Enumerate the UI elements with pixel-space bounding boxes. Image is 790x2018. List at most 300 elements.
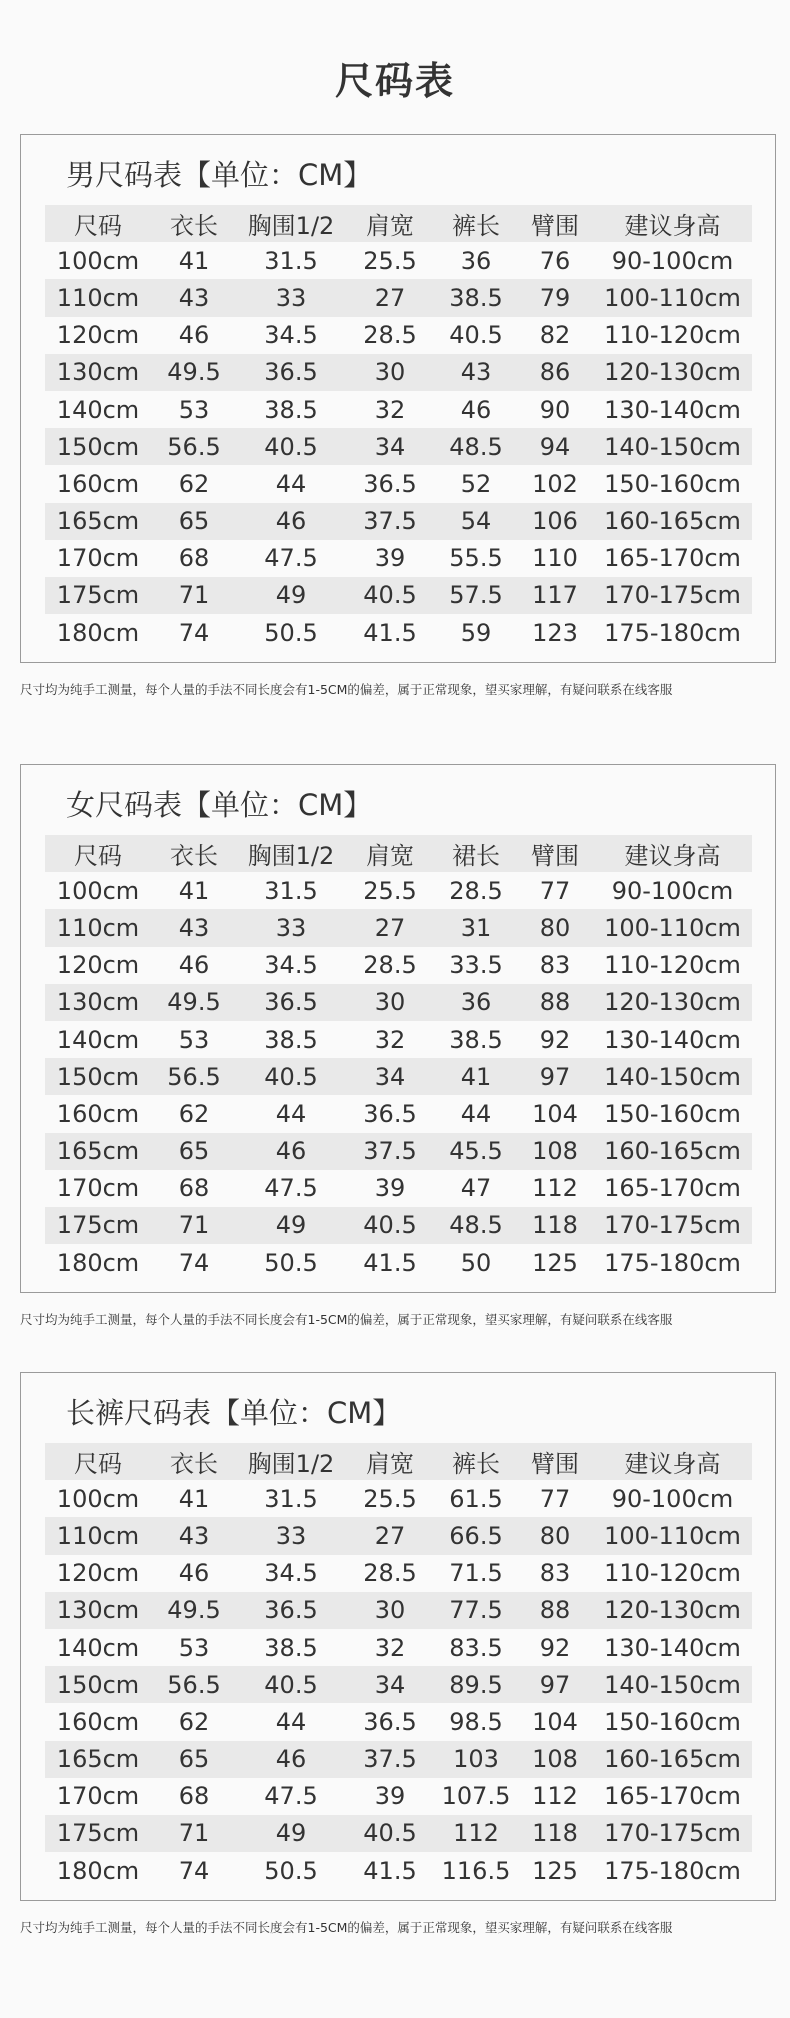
table-cell: 97	[517, 1666, 593, 1703]
table-cell: 28.5	[363, 321, 417, 350]
table-row	[45, 1666, 752, 1703]
column-header: 裤长	[435, 1443, 517, 1480]
table-row	[45, 947, 752, 984]
table-cell: 37.5	[345, 1741, 435, 1778]
table-cell: 125	[532, 1856, 578, 1885]
table-cell: 71	[151, 1815, 237, 1852]
table-cell: 34	[345, 1058, 435, 1095]
womens-size-table	[45, 835, 752, 1281]
table-cell: 50.5	[264, 1248, 318, 1277]
table-cell: 50.5	[264, 1856, 318, 1885]
table-cell: 32	[374, 1025, 406, 1054]
table-row	[45, 503, 752, 540]
table-cell: 170-175cm	[593, 1207, 752, 1244]
column-header: 臂围	[517, 205, 593, 242]
table-cell: 38.5	[264, 1633, 318, 1662]
table-cell: 36.5	[237, 354, 345, 391]
table-cell: 39	[374, 1174, 406, 1203]
table-cell: 27	[345, 909, 435, 946]
table-cell: 140-150cm	[593, 428, 752, 465]
table-cell: 100cm	[56, 1484, 140, 1513]
column-header: 肩宽	[345, 1443, 435, 1480]
table-cell: 140cm	[56, 1025, 140, 1054]
table-cell: 175cm	[45, 577, 151, 614]
table-cell: 140-150cm	[593, 1058, 752, 1095]
table-cell: 170cm	[56, 1782, 140, 1811]
table-cell: 170cm	[56, 544, 140, 573]
table-cell: 37.5	[345, 503, 435, 540]
table-cell: 61.5	[449, 1484, 503, 1513]
table-row	[45, 577, 752, 614]
table-cell: 130-140cm	[604, 1633, 741, 1662]
column-header: 尺码	[45, 835, 151, 872]
table-row	[45, 1207, 752, 1244]
table-cell: 180cm	[56, 1248, 140, 1277]
table-cell: 80	[517, 1517, 593, 1554]
column-header: 臂围	[517, 835, 593, 872]
table-cell: 125	[532, 1248, 578, 1277]
table-row	[45, 317, 752, 354]
table-cell: 32	[374, 1633, 406, 1662]
table-cell: 43	[151, 909, 237, 946]
table-row	[45, 909, 752, 946]
table-cell: 41	[178, 876, 210, 905]
table-cell: 46	[178, 321, 210, 350]
table-cell: 27	[345, 1517, 435, 1554]
table-cell: 62	[178, 1099, 210, 1128]
table-cell: 44	[275, 1707, 307, 1736]
table-cell: 165-170cm	[604, 1174, 741, 1203]
column-header: 衣长	[151, 835, 237, 872]
table-cell: 47.5	[264, 1174, 318, 1203]
table-cell: 34.5	[264, 321, 318, 350]
table-cell: 116.5	[441, 1856, 511, 1885]
table-row	[45, 1703, 752, 1740]
table-cell: 110cm	[45, 1517, 151, 1554]
table-cell: 36	[435, 984, 517, 1021]
table-row	[45, 242, 752, 279]
table-cell: 46	[237, 503, 345, 540]
table-cell: 100cm	[56, 246, 140, 275]
table-cell: 80	[517, 909, 593, 946]
table-cell: 53	[178, 395, 210, 424]
table-cell: 40.5	[237, 1058, 345, 1095]
pants-measurement-note: 尺寸均为纯手工测量，每个人量的手法不同长度会有1-5CM的偏差，属于正常现象，望买家理解，有疑问联系在线客服	[20, 1920, 673, 1935]
table-row	[45, 465, 752, 502]
table-cell: 44	[275, 1099, 307, 1128]
table-cell: 77.5	[435, 1592, 517, 1629]
table-cell: 36	[460, 246, 492, 275]
table-cell: 68	[178, 1782, 210, 1811]
table-cell: 120cm	[56, 321, 140, 350]
table-cell: 38.5	[264, 395, 318, 424]
womens-size-table-title: 女尺码表【单位：CM】	[66, 788, 373, 822]
table-cell: 110	[532, 544, 578, 573]
table-cell: 25.5	[363, 246, 417, 275]
table-cell: 117	[517, 577, 593, 614]
table-cell: 175-180cm	[604, 1856, 741, 1885]
table-cell: 25.5	[363, 1484, 417, 1513]
table-cell: 33.5	[449, 951, 503, 980]
table-cell: 175-180cm	[604, 1248, 741, 1277]
table-cell: 28.5	[449, 876, 503, 905]
table-cell: 40.5	[345, 577, 435, 614]
table-row	[45, 1133, 752, 1170]
table-row	[45, 354, 752, 391]
table-header-row	[45, 205, 752, 242]
table-cell: 50.5	[264, 618, 318, 647]
table-cell: 49	[237, 1815, 345, 1852]
table-cell: 165-170cm	[604, 1782, 741, 1811]
table-cell: 130cm	[45, 984, 151, 1021]
table-row	[45, 1244, 752, 1281]
table-cell: 34	[345, 1666, 435, 1703]
table-cell: 170-175cm	[593, 577, 752, 614]
table-cell: 50	[460, 1248, 492, 1277]
column-header: 建议身高	[593, 1443, 752, 1480]
table-cell: 140cm	[56, 395, 140, 424]
table-cell: 25.5	[363, 876, 417, 905]
table-cell: 130-140cm	[604, 395, 741, 424]
womens-measurement-note: 尺寸均为纯手工测量，每个人量的手法不同长度会有1-5CM的偏差，属于正常现象，望买家理解，有疑问联系在线客服	[20, 1312, 673, 1327]
table-cell: 175-180cm	[604, 618, 741, 647]
table-cell: 43	[435, 354, 517, 391]
table-cell: 120-130cm	[593, 354, 752, 391]
table-cell: 118	[517, 1815, 593, 1852]
table-cell: 47	[460, 1174, 492, 1203]
table-cell: 57.5	[435, 577, 517, 614]
table-cell: 175cm	[45, 1207, 151, 1244]
table-cell: 37.5	[345, 1133, 435, 1170]
table-cell: 45.5	[435, 1133, 517, 1170]
table-cell: 48.5	[435, 1207, 517, 1244]
table-cell: 56.5	[151, 1058, 237, 1095]
table-cell: 123	[532, 618, 578, 647]
column-header: 衣长	[151, 205, 237, 242]
table-cell: 102	[532, 469, 578, 498]
table-cell: 41	[178, 246, 210, 275]
table-cell: 53	[178, 1633, 210, 1662]
table-cell: 38.5	[449, 1025, 503, 1054]
table-cell: 65	[151, 1133, 237, 1170]
table-cell: 46	[237, 1133, 345, 1170]
column-header: 建议身高	[593, 835, 752, 872]
table-cell: 46	[460, 395, 492, 424]
table-cell: 41.5	[363, 1856, 417, 1885]
table-cell: 107.5	[441, 1782, 511, 1811]
table-cell: 31.5	[264, 246, 318, 275]
table-row	[45, 279, 752, 316]
table-cell: 34	[345, 428, 435, 465]
table-row	[45, 428, 752, 465]
table-cell: 49.5	[151, 1592, 237, 1629]
table-cell: 36.5	[363, 1099, 417, 1128]
table-cell: 89.5	[435, 1666, 517, 1703]
table-row	[45, 1629, 752, 1666]
table-row	[45, 1480, 752, 1517]
table-cell: 65	[151, 503, 237, 540]
table-cell: 32	[374, 395, 406, 424]
table-cell: 56.5	[151, 1666, 237, 1703]
table-cell: 54	[435, 503, 517, 540]
table-cell: 88	[517, 984, 593, 1021]
table-cell: 112	[435, 1815, 517, 1852]
table-cell: 46	[178, 1559, 210, 1588]
table-cell: 140-150cm	[593, 1666, 752, 1703]
table-cell: 103	[435, 1741, 517, 1778]
table-cell: 110-120cm	[604, 321, 741, 350]
table-cell: 160cm	[56, 1099, 140, 1128]
table-cell: 130cm	[45, 354, 151, 391]
table-cell: 82	[539, 321, 571, 350]
table-cell: 175cm	[45, 1815, 151, 1852]
table-cell: 27	[345, 279, 435, 316]
table-cell: 104	[532, 1099, 578, 1128]
table-cell: 39	[374, 1782, 406, 1811]
table-cell: 92	[539, 1633, 571, 1662]
table-cell: 180cm	[56, 1856, 140, 1885]
table-cell: 150cm	[45, 428, 151, 465]
table-cell: 30	[345, 1592, 435, 1629]
column-header: 胸围1/2	[237, 835, 345, 872]
table-cell: 36.5	[363, 469, 417, 498]
table-cell: 94	[517, 428, 593, 465]
mens-measurement-note: 尺寸均为纯手工测量，每个人量的手法不同长度会有1-5CM的偏差，属于正常现象，望买家理解，有疑问联系在线客服	[20, 682, 673, 697]
table-cell: 65	[151, 1741, 237, 1778]
table-cell: 53	[178, 1025, 210, 1054]
table-header-row	[45, 1443, 752, 1480]
table-row	[45, 1741, 752, 1778]
table-cell: 66.5	[435, 1517, 517, 1554]
table-cell: 39	[374, 544, 406, 573]
table-cell: 100-110cm	[593, 1517, 752, 1554]
table-cell: 160-165cm	[593, 503, 752, 540]
table-cell: 74	[178, 1248, 210, 1277]
table-row	[45, 872, 752, 909]
table-cell: 41.5	[363, 618, 417, 647]
table-cell: 165cm	[45, 1741, 151, 1778]
table-cell: 49.5	[151, 984, 237, 1021]
table-cell: 31.5	[264, 876, 318, 905]
table-cell: 71	[151, 1207, 237, 1244]
column-header: 尺码	[45, 205, 151, 242]
table-cell: 76	[539, 246, 571, 275]
table-cell: 30	[345, 984, 435, 1021]
table-cell: 74	[178, 618, 210, 647]
table-cell: 47.5	[264, 544, 318, 573]
table-cell: 31.5	[264, 1484, 318, 1513]
table-cell: 98.5	[449, 1707, 503, 1736]
table-cell: 43	[151, 1517, 237, 1554]
table-cell: 41	[435, 1058, 517, 1095]
table-cell: 106	[517, 503, 593, 540]
table-cell: 110-120cm	[604, 951, 741, 980]
table-cell: 90-100cm	[611, 246, 734, 275]
table-cell: 83	[539, 951, 571, 980]
table-cell: 110-120cm	[604, 1559, 741, 1588]
table-row	[45, 1517, 752, 1554]
table-row	[45, 1170, 752, 1207]
column-header: 裙长	[435, 835, 517, 872]
pants-size-table	[45, 1443, 752, 1889]
table-cell: 68	[178, 544, 210, 573]
table-cell: 49	[237, 1207, 345, 1244]
table-row	[45, 1021, 752, 1058]
table-cell: 118	[517, 1207, 593, 1244]
mens-size-table	[45, 205, 752, 651]
pants-size-card	[20, 1372, 776, 1901]
table-row	[45, 391, 752, 428]
table-cell: 150-160cm	[604, 469, 741, 498]
table-cell: 165-170cm	[604, 544, 741, 573]
table-cell: 52	[460, 469, 492, 498]
table-cell: 150-160cm	[604, 1707, 741, 1736]
table-row	[45, 1778, 752, 1815]
column-header: 胸围1/2	[237, 205, 345, 242]
table-row	[45, 614, 752, 651]
table-cell: 160cm	[56, 469, 140, 498]
table-cell: 160-165cm	[593, 1133, 752, 1170]
table-cell: 34.5	[264, 1559, 318, 1588]
table-cell: 36.5	[237, 1592, 345, 1629]
table-cell: 33	[237, 909, 345, 946]
table-row	[45, 1095, 752, 1132]
table-cell: 41.5	[363, 1248, 417, 1277]
table-cell: 150cm	[45, 1666, 151, 1703]
table-cell: 150-160cm	[604, 1099, 741, 1128]
table-cell: 30	[345, 354, 435, 391]
mens-size-card	[20, 134, 776, 663]
table-cell: 47.5	[264, 1782, 318, 1811]
table-cell: 74	[178, 1856, 210, 1885]
table-row	[45, 984, 752, 1021]
table-cell: 62	[178, 1707, 210, 1736]
column-header: 肩宽	[345, 835, 435, 872]
table-cell: 77	[539, 876, 571, 905]
table-cell: 120-130cm	[593, 984, 752, 1021]
table-cell: 55.5	[449, 544, 503, 573]
table-cell: 28.5	[363, 1559, 417, 1588]
table-cell: 77	[539, 1484, 571, 1513]
womens-size-card	[20, 764, 776, 1293]
table-cell: 40.5	[345, 1815, 435, 1852]
table-cell: 130cm	[45, 1592, 151, 1629]
table-cell: 62	[178, 469, 210, 498]
table-cell: 44	[275, 469, 307, 498]
table-header-row	[45, 835, 752, 872]
table-cell: 100cm	[56, 876, 140, 905]
table-cell: 100-110cm	[593, 279, 752, 316]
table-row	[45, 540, 752, 577]
table-cell: 46	[178, 951, 210, 980]
table-cell: 120-130cm	[593, 1592, 752, 1629]
table-cell: 68	[178, 1174, 210, 1203]
table-cell: 90-100cm	[611, 876, 734, 905]
table-cell: 33	[237, 279, 345, 316]
column-header: 尺码	[45, 1443, 151, 1480]
table-cell: 43	[151, 279, 237, 316]
table-cell: 40.5	[449, 321, 503, 350]
table-cell: 36.5	[363, 1707, 417, 1736]
table-cell: 90	[539, 395, 571, 424]
table-cell: 40.5	[237, 428, 345, 465]
table-cell: 160cm	[56, 1707, 140, 1736]
table-row	[45, 1592, 752, 1629]
table-cell: 165cm	[45, 1133, 151, 1170]
table-cell: 36.5	[237, 984, 345, 1021]
table-cell: 38.5	[435, 279, 517, 316]
table-cell: 170-175cm	[593, 1815, 752, 1852]
column-header: 胸围1/2	[237, 1443, 345, 1480]
table-cell: 59	[460, 618, 492, 647]
column-header: 衣长	[151, 1443, 237, 1480]
table-cell: 130-140cm	[604, 1025, 741, 1054]
table-cell: 86	[517, 354, 593, 391]
column-header: 建议身高	[593, 205, 752, 242]
table-cell: 108	[517, 1741, 593, 1778]
table-cell: 90-100cm	[611, 1484, 734, 1513]
table-cell: 160-165cm	[593, 1741, 752, 1778]
table-cell: 34.5	[264, 951, 318, 980]
table-row	[45, 1852, 752, 1889]
table-cell: 112	[532, 1174, 578, 1203]
pants-size-table-title: 长裤尺码表【单位：CM】	[66, 1396, 402, 1430]
table-cell: 140cm	[56, 1633, 140, 1662]
table-cell: 165cm	[45, 503, 151, 540]
table-cell: 120cm	[56, 951, 140, 980]
table-cell: 120cm	[56, 1559, 140, 1588]
table-cell: 83	[539, 1559, 571, 1588]
table-cell: 28.5	[363, 951, 417, 980]
column-header: 裤长	[435, 205, 517, 242]
table-cell: 41	[178, 1484, 210, 1513]
mens-size-table-title: 男尺码表【单位：CM】	[66, 158, 373, 192]
table-cell: 112	[532, 1782, 578, 1811]
table-cell: 180cm	[56, 618, 140, 647]
column-header: 肩宽	[345, 205, 435, 242]
table-cell: 83.5	[449, 1633, 503, 1662]
table-cell: 71.5	[449, 1559, 503, 1588]
table-cell: 49	[237, 577, 345, 614]
column-header: 臂围	[517, 1443, 593, 1480]
table-cell: 79	[517, 279, 593, 316]
table-cell: 40.5	[345, 1207, 435, 1244]
table-cell: 31	[435, 909, 517, 946]
table-cell: 56.5	[151, 428, 237, 465]
table-cell: 88	[517, 1592, 593, 1629]
table-cell: 170cm	[56, 1174, 140, 1203]
table-row	[45, 1815, 752, 1852]
table-cell: 49.5	[151, 354, 237, 391]
table-cell: 110cm	[45, 909, 151, 946]
page-title: 尺码表	[334, 59, 455, 103]
table-row	[45, 1555, 752, 1592]
table-cell: 44	[460, 1099, 492, 1128]
table-cell: 100-110cm	[593, 909, 752, 946]
table-cell: 104	[532, 1707, 578, 1736]
table-cell: 92	[539, 1025, 571, 1054]
table-cell: 71	[151, 577, 237, 614]
table-cell: 97	[517, 1058, 593, 1095]
table-cell: 108	[517, 1133, 593, 1170]
table-cell: 40.5	[237, 1666, 345, 1703]
table-cell: 33	[237, 1517, 345, 1554]
table-cell: 48.5	[435, 428, 517, 465]
table-cell: 46	[237, 1741, 345, 1778]
table-row	[45, 1058, 752, 1095]
table-cell: 150cm	[45, 1058, 151, 1095]
table-cell: 38.5	[264, 1025, 318, 1054]
